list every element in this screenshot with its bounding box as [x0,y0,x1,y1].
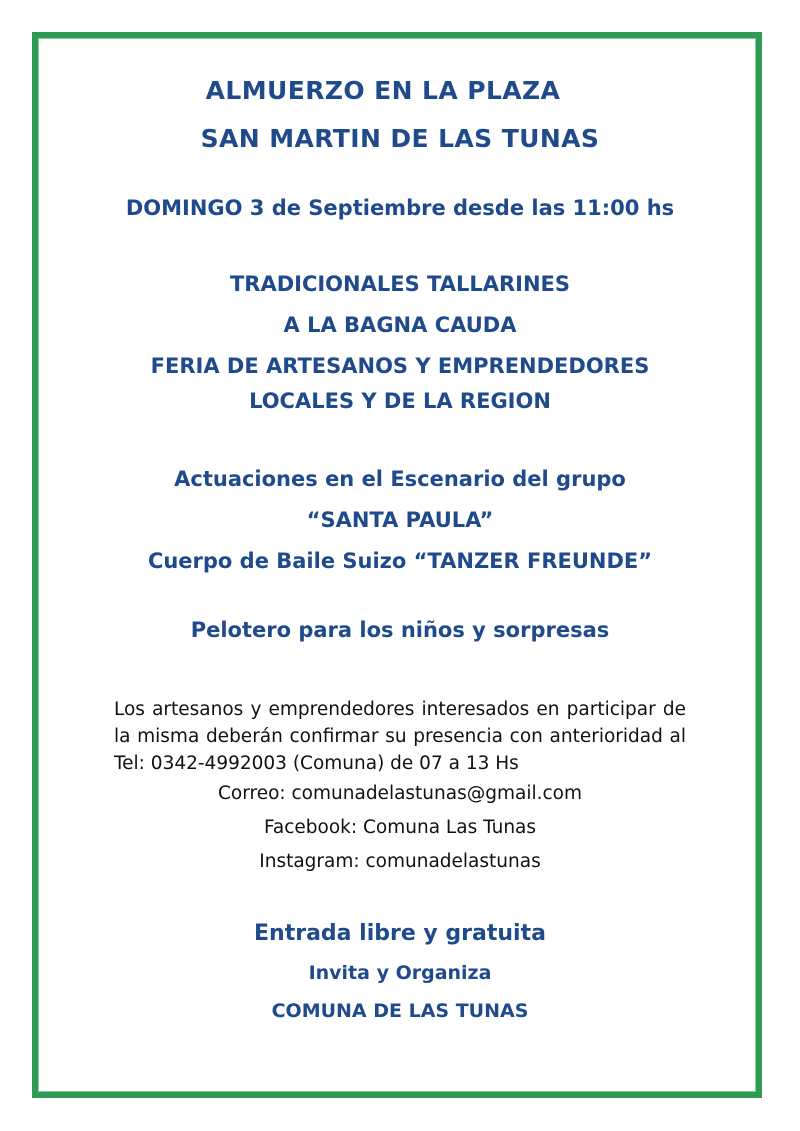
title-line-1: ALMUERZO EN LA PLAZA [205,76,561,105]
show-line-1: Actuaciones en el Escenario del grupo [174,467,626,491]
kids-activities: Pelotero para los niños y sorpresas [190,618,610,642]
food-line-1: TRADICIONALES TALLARINES [229,272,571,296]
title-line-2: SAN MARTIN DE LAS TUNAS [200,124,600,153]
contact-facebook: Facebook: Comuna Las Tunas [263,817,537,838]
food-line-2: A LA BAGNA CAUDA [283,313,517,337]
fair-line-2: LOCALES Y DE LA REGION [249,389,551,413]
free-entry: Entrada libre y gratuita [254,921,546,946]
contact-email: Correo: comunadelastunas@gmail.com [217,783,583,804]
organizer-name: COMUNA DE LAS TUNAS [271,1000,529,1022]
fair-line-1: FERIA DE ARTESANOS Y EMPRENDEDORES [150,354,650,378]
organizer-label: Invita y Organiza [308,962,492,984]
show-line-3: Cuerpo de Baile Suizo “TANZER FREUNDE” [147,549,653,573]
event-date: DOMINGO 3 de Septiembre desde las 11:00 hs [125,196,675,220]
contact-instagram: Instagram: comunadelastunas [259,851,541,872]
show-line-2: “SANTA PAULA” [306,508,494,532]
info-paragraph: Los artesanos y emprendedores interesados en participar de la misma deberán confirmar su presencia con anterioridad al Tel: 0342-4992003 (Comuna) de 07 a 13 Hs [114,699,686,774]
